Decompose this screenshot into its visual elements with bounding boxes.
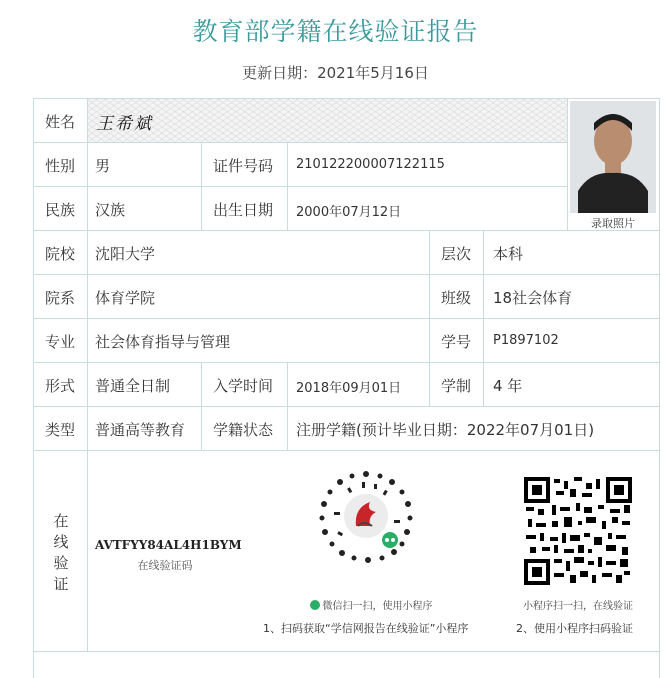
enroll-date-value: 2018年09月01日 (296, 381, 402, 396)
duration-value: 4 年 (493, 377, 523, 395)
class-label: 班级 (441, 289, 472, 307)
name-label: 姓名 (45, 113, 76, 131)
admission-photo (570, 101, 656, 213)
level-value: 本科 (493, 245, 524, 263)
gender-label: 性别 (45, 157, 76, 175)
department-label: 院系 (45, 289, 76, 307)
miniprogram-caption (291, 597, 451, 612)
type-value: 普通高等教育 (95, 421, 186, 439)
verify-code: AVTFYY84AL4H1BYM (95, 538, 242, 552)
id-number-value: 210122200007122115 (296, 157, 445, 172)
major-label: 专业 (45, 333, 76, 351)
student-id-value: P1897102 (493, 333, 559, 348)
level-label: 层次 (441, 245, 472, 263)
status-label: 学籍状态 (213, 421, 274, 439)
step-1-instruction: 1、扫码获取“学信网报告在线验证”小程序 (263, 622, 469, 635)
wechat-icon (310, 600, 320, 610)
online-verify-label: 在 线 验 证 (53, 512, 69, 593)
school-label: 院校 (45, 245, 76, 263)
form-value: 普通全日制 (95, 377, 171, 395)
enroll-date-label: 入学时间 (213, 377, 274, 395)
verification-qr-code[interactable] (524, 477, 632, 585)
status-value: 注册学籍(预计毕业日期：2022年07月01日) (296, 421, 595, 439)
report-title: 教育部学籍在线验证报告 (192, 17, 479, 46)
step-2-instruction: 2、使用小程序扫码验证 (516, 622, 633, 635)
miniprogram-code-icon[interactable] (318, 468, 414, 564)
ethnicity-value: 汉族 (95, 201, 126, 219)
update-date: 更新日期：2021年5月16日 (242, 64, 429, 82)
student-record-table (33, 98, 660, 678)
school-value: 沈阳大学 (95, 245, 156, 263)
major-value: 社会体育指导与管理 (95, 333, 231, 351)
photo-caption: 录取照片 (591, 217, 635, 230)
id-number-label: 证件号码 (213, 157, 274, 175)
gender-value: 男 (95, 157, 111, 175)
ethnicity-label: 民族 (45, 201, 76, 219)
qr-caption: 小程序扫一扫，在线验证 (523, 601, 633, 612)
name-value: 王希斌 (96, 114, 153, 134)
form-label: 形式 (45, 377, 76, 395)
birth-date-value: 2000年07月12日 (296, 205, 402, 220)
birth-date-label: 出生日期 (213, 201, 274, 219)
student-id-label: 学号 (441, 333, 472, 351)
verify-code-label: 在线验证码 (137, 559, 193, 572)
type-label: 类型 (45, 421, 76, 439)
miniprogram-caption-text: 微信扫一扫，使用小程序 (322, 601, 433, 612)
department-value: 体育学院 (95, 289, 156, 307)
class-value: 18社会体育 (493, 289, 573, 307)
duration-label: 学制 (441, 377, 472, 395)
name-security-background (88, 98, 567, 143)
